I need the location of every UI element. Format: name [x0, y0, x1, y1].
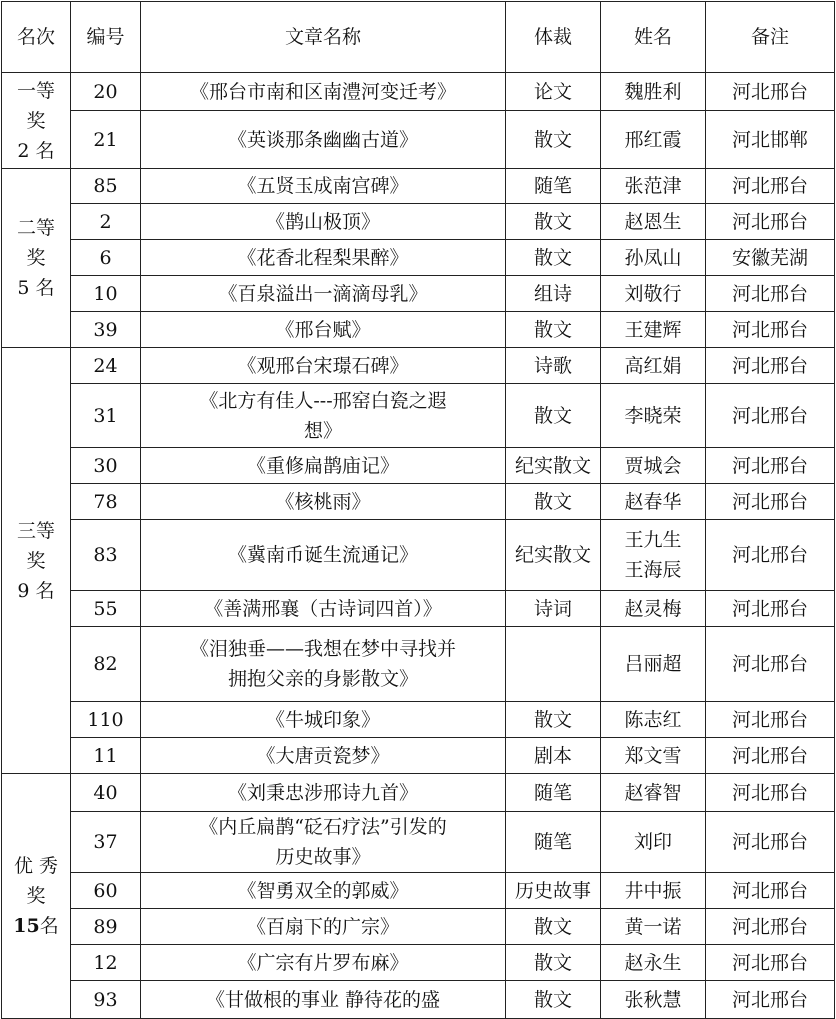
title-line: 《甘做根的事业 静待花的盛: [205, 988, 441, 1011]
title-line: 《冀南币诞生流通记》: [227, 544, 418, 566]
genre-line: 散文: [533, 490, 572, 513]
author-cell: [601, 169, 706, 204]
author-line: 王建辉: [624, 318, 682, 341]
author-cell: [601, 873, 706, 909]
title-cell: [141, 240, 506, 276]
awards-table: [1, 1, 835, 1019]
title-cell: [141, 348, 506, 384]
table-row: [2, 591, 835, 627]
title-cell: [141, 276, 506, 312]
genre-line: 历史故事: [514, 879, 591, 902]
author-cell: [601, 981, 706, 1019]
header-note: 备注: [706, 2, 835, 73]
rank-line: 优 秀: [13, 855, 59, 877]
genre-line: 散文: [533, 988, 572, 1011]
title-cell: [141, 627, 506, 702]
number-cell: 110: [71, 702, 141, 738]
number-cell: 2: [71, 204, 141, 240]
table-row: [2, 169, 835, 204]
genre-line: 随笔: [533, 831, 572, 853]
genre-cell: [506, 448, 601, 484]
title-cell: [141, 448, 506, 484]
title-line: 《刘秉忠涉邢诗九首》: [227, 781, 418, 804]
number-cell: 12: [71, 945, 141, 981]
title-line: 《英谈那条幽幽古道》: [227, 128, 418, 151]
title-line: 《重修扁鹊庙记》: [246, 454, 399, 477]
genre-cell: [506, 111, 601, 169]
note-cell: 河北邢台: [706, 873, 835, 909]
table-row: [2, 204, 835, 240]
author-cell: [601, 520, 706, 591]
title-line: 《五贤玉成南宫碑》: [237, 175, 409, 197]
note-cell: 河北邢台: [706, 738, 835, 774]
genre-cell: [506, 204, 601, 240]
header-genre: 体裁: [506, 2, 601, 73]
author-line: 王海辰: [624, 559, 682, 581]
table-row: [2, 702, 835, 738]
number-cell: 30: [71, 448, 141, 484]
genre-cell: [506, 591, 601, 627]
title-line: 《内丘扁鹊“砭石疗法”引发的: [199, 816, 447, 838]
genre-line: 随笔: [533, 175, 572, 197]
note-cell: 河北邢台: [706, 169, 835, 204]
genre-cell: [506, 484, 601, 520]
author-line: 郑文雪: [624, 744, 682, 767]
author-cell: [601, 702, 706, 738]
rank-line: 二等: [16, 217, 55, 239]
author-line: 孙凤山: [624, 246, 682, 269]
header-title: 文章名称: [141, 2, 506, 73]
author-cell: [601, 204, 706, 240]
rank-cell: [2, 169, 71, 348]
author-line: 陈志红: [624, 708, 682, 731]
title-line: 《北方有佳人---邢窑白瓷之遐: [199, 389, 447, 412]
table-row: [2, 111, 835, 169]
title-line: 《泪独垂——我想在梦中寻找并: [189, 638, 456, 660]
title-cell: [141, 738, 506, 774]
number-cell: 21: [71, 111, 141, 169]
table-row: [2, 909, 835, 945]
author-line: 赵睿智: [624, 781, 682, 804]
title-line: 想》: [303, 419, 342, 442]
number-cell: 60: [71, 873, 141, 909]
note-cell: 河北邢台: [706, 627, 835, 702]
author-line: 李晓荣: [624, 404, 682, 427]
rank-line: 奖: [26, 885, 46, 907]
author-line: 吕丽超: [624, 653, 682, 675]
genre-cell: [506, 276, 601, 312]
title-cell: [141, 702, 506, 738]
author-cell: [601, 738, 706, 774]
author-line: 黄一诺: [624, 915, 682, 938]
title-cell: [141, 812, 506, 873]
genre-line: 散文: [533, 915, 572, 938]
title-cell: [141, 520, 506, 591]
table-row: [2, 312, 835, 348]
author-line: 张秋慧: [624, 988, 682, 1011]
rank-cell: [2, 73, 71, 169]
note-cell: 河北邢台: [706, 774, 835, 812]
genre-cell: [506, 169, 601, 204]
note-cell: 河北邢台: [706, 981, 835, 1019]
table-row: [2, 348, 835, 384]
title-line: 历史故事》: [275, 846, 371, 868]
table-row: [2, 738, 835, 774]
number-cell: 40: [71, 774, 141, 812]
genre-cell: [506, 627, 601, 702]
number-cell: 37: [71, 812, 141, 873]
genre-cell: [506, 981, 601, 1019]
author-cell: [601, 909, 706, 945]
note-cell: 河北邢台: [706, 591, 835, 627]
table-row: [2, 484, 835, 520]
author-cell: [601, 484, 706, 520]
title-line: 《核桃雨》: [275, 490, 371, 513]
author-line: 赵灵梅: [624, 597, 682, 620]
author-cell: [601, 276, 706, 312]
author-line: 赵春华: [624, 490, 682, 513]
note-cell: 河北邢台: [706, 484, 835, 520]
number-cell: 85: [71, 169, 141, 204]
genre-line: 散文: [533, 246, 572, 269]
table-row: [2, 240, 835, 276]
title-cell: [141, 484, 506, 520]
table-row: [2, 812, 835, 873]
awards-table-body: [2, 2, 835, 1019]
genre-line: 组诗: [533, 282, 572, 305]
table-row: [2, 981, 835, 1019]
title-line: 《百泉溢出一滴滴母乳》: [218, 282, 428, 305]
note-cell: 安徽芜湖: [706, 240, 835, 276]
number-cell: 31: [71, 384, 141, 448]
rank-cell: [2, 774, 71, 1019]
author-line: 赵恩生: [624, 210, 682, 233]
title-line: 《邢台市南和区南澧河变迁考》: [189, 80, 456, 103]
rank-line: 一等: [16, 79, 55, 102]
author-line: 魏胜利: [624, 80, 682, 103]
note-cell: 河北邢台: [706, 945, 835, 981]
author-cell: [601, 591, 706, 627]
author-line: 邢红霞: [624, 128, 682, 151]
title-cell: [141, 981, 506, 1019]
genre-line: 剧本: [533, 744, 572, 767]
number-cell: 24: [71, 348, 141, 384]
title-cell: [141, 909, 506, 945]
title-cell: [141, 169, 506, 204]
genre-line: 散文: [533, 318, 572, 341]
genre-line: 散文: [533, 708, 572, 731]
number-cell: 6: [71, 240, 141, 276]
genre-cell: [506, 384, 601, 448]
author-line: 王九生: [624, 529, 682, 551]
number-cell: 10: [71, 276, 141, 312]
table-row: [2, 276, 835, 312]
note-cell: 河北邢台: [706, 909, 835, 945]
number-cell: 20: [71, 73, 141, 111]
genre-cell: [506, 873, 601, 909]
rank-count: [2, 911, 70, 941]
author-cell: [601, 945, 706, 981]
table-row: [2, 627, 835, 702]
genre-cell: [506, 774, 601, 812]
title-line: 《广宗有片罗布麻》: [237, 951, 409, 974]
author-cell: [601, 348, 706, 384]
number-cell: 82: [71, 627, 141, 702]
note-cell: 河北邯郸: [706, 111, 835, 169]
table-row: [2, 520, 835, 591]
title-line: 《鹊山极顶》: [265, 210, 380, 233]
genre-line: 诗词: [533, 597, 572, 620]
author-line: 张范津: [624, 175, 682, 197]
genre-line: 论文: [533, 80, 572, 103]
genre-cell: [506, 520, 601, 591]
number-cell: 83: [71, 520, 141, 591]
author-line: 刘印: [633, 831, 672, 853]
title-line: 《百扇下的广宗》: [246, 915, 399, 938]
table-row: [2, 384, 835, 448]
note-cell: 河北邢台: [706, 204, 835, 240]
table-row: [2, 945, 835, 981]
author-cell: [601, 312, 706, 348]
note-cell: 河北邢台: [706, 812, 835, 873]
title-cell: [141, 591, 506, 627]
rank-line: 5 名: [17, 277, 55, 299]
rank-line: 9 名: [17, 579, 55, 602]
genre-line: 散文: [533, 210, 572, 233]
author-line: 贾城会: [624, 454, 682, 477]
note-cell: 河北邢台: [706, 520, 835, 591]
title-line: 拥抱父亲的身影散文》: [227, 668, 418, 690]
genre-cell: [506, 73, 601, 111]
rank-line: 三等: [16, 519, 55, 542]
note-cell: 河北邢台: [706, 702, 835, 738]
title-line: 《邢台赋》: [275, 318, 371, 341]
number-cell: 93: [71, 981, 141, 1019]
genre-cell: [506, 348, 601, 384]
author-cell: [601, 812, 706, 873]
note-cell: 河北邢台: [706, 276, 835, 312]
title-cell: [141, 945, 506, 981]
title-line: 《智勇双全的郭威》: [237, 879, 409, 902]
number-cell: 89: [71, 909, 141, 945]
genre-cell: [506, 812, 601, 873]
rank-count-number: 15: [13, 915, 40, 937]
number-cell: 11: [71, 738, 141, 774]
title-cell: [141, 873, 506, 909]
header-rank: 名次: [2, 2, 71, 73]
table-row: [2, 73, 835, 111]
note-cell: 河北邢台: [706, 73, 835, 111]
note-cell: 河北邢台: [706, 312, 835, 348]
genre-line: 纪实散文: [514, 544, 591, 566]
genre-cell: [506, 909, 601, 945]
title-cell: [141, 384, 506, 448]
table-row: [2, 873, 835, 909]
number-cell: 39: [71, 312, 141, 348]
genre-cell: [506, 702, 601, 738]
title-line: 《观邢台宋璟石碑》: [237, 354, 409, 377]
note-cell: 河北邢台: [706, 448, 835, 484]
author-line: 刘敬行: [624, 282, 682, 305]
title-line: 《大唐贡瓷梦》: [256, 744, 390, 767]
author-cell: [601, 384, 706, 448]
genre-line: 散文: [533, 951, 572, 974]
title-line: 《牛城印象》: [265, 708, 380, 731]
rank-count-unit: 名: [39, 915, 59, 937]
note-cell: 河北邢台: [706, 348, 835, 384]
header-number: 编号: [71, 2, 141, 73]
genre-line: 散文: [533, 128, 572, 151]
title-cell: [141, 111, 506, 169]
title-cell: [141, 312, 506, 348]
author-cell: [601, 774, 706, 812]
author-cell: [601, 73, 706, 111]
table-row: [2, 448, 835, 484]
author-cell: [601, 111, 706, 169]
rank-cell: [2, 348, 71, 774]
note-cell: 河北邢台: [706, 384, 835, 448]
genre-cell: [506, 945, 601, 981]
author-cell: [601, 448, 706, 484]
rank-line: 奖: [26, 109, 46, 132]
title-line: 《花香北程梨果醉》: [237, 246, 409, 269]
genre-line: 诗歌: [533, 354, 572, 377]
table-row: [2, 774, 835, 812]
title-cell: [141, 204, 506, 240]
number-cell: 55: [71, 591, 141, 627]
title-line: 《善满邢襄（古诗词四首）》: [204, 597, 442, 620]
header-author: 姓名: [601, 2, 706, 73]
title-cell: [141, 73, 506, 111]
rank-line: 奖: [26, 549, 46, 572]
title-cell: [141, 774, 506, 812]
rank-line: 奖: [26, 247, 46, 269]
genre-line: 散文: [533, 404, 572, 427]
rank-line: 2 名: [17, 139, 55, 162]
genre-cell: [506, 312, 601, 348]
author-line: 井中振: [624, 879, 682, 902]
genre-cell: [506, 240, 601, 276]
genre-cell: [506, 738, 601, 774]
author-cell: [601, 627, 706, 702]
genre-line: 纪实散文: [514, 454, 591, 477]
author-line: 赵永生: [624, 951, 682, 974]
header-row: [2, 2, 835, 73]
author-cell: [601, 240, 706, 276]
author-line: 高红娟: [624, 354, 682, 377]
number-cell: 78: [71, 484, 141, 520]
genre-line: 随笔: [533, 781, 572, 804]
